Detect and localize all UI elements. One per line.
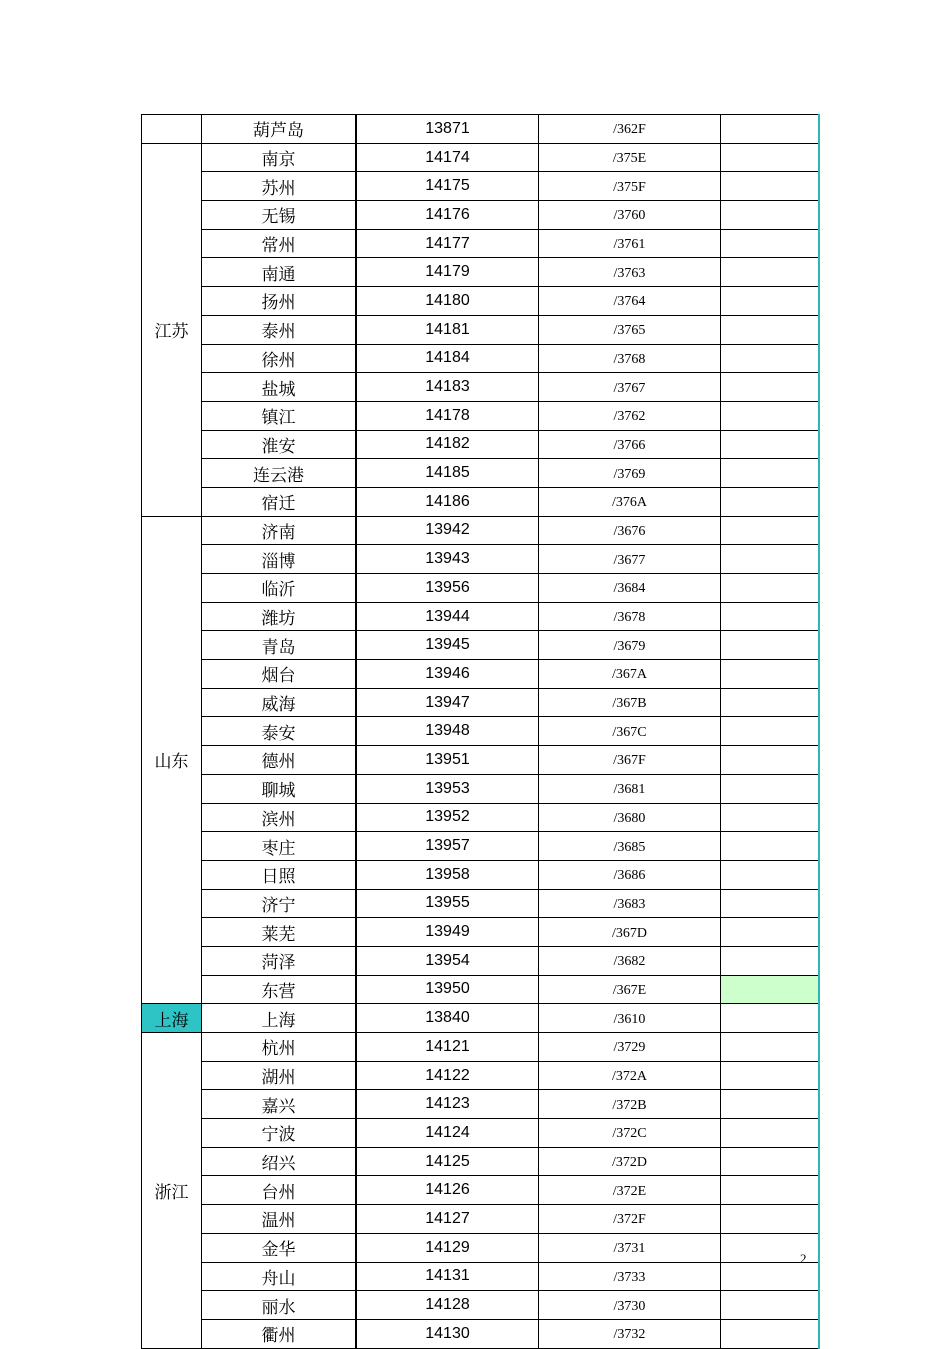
city-cell: 济南 xyxy=(202,516,357,545)
empty-cell xyxy=(721,803,820,832)
table-row xyxy=(142,717,820,746)
table-row xyxy=(142,287,820,316)
empty-cell xyxy=(721,401,820,430)
table-row xyxy=(142,459,820,488)
number-cell: 13942 xyxy=(356,516,539,545)
table-row xyxy=(142,115,820,144)
city-cell: 杭州 xyxy=(202,1033,357,1062)
number-cell: 14130 xyxy=(356,1319,539,1348)
table-row xyxy=(142,1004,820,1033)
code-cell: /372B xyxy=(539,1090,721,1119)
city-cell: 宿迁 xyxy=(202,487,357,516)
city-cell: 东营 xyxy=(202,975,357,1004)
table-row xyxy=(142,1090,820,1119)
empty-cell xyxy=(721,344,820,373)
empty-cell xyxy=(721,688,820,717)
number-cell: 14124 xyxy=(356,1119,539,1148)
city-cell: 烟台 xyxy=(202,660,357,689)
table-row xyxy=(142,660,820,689)
empty-cell xyxy=(721,975,820,1004)
number-cell: 14183 xyxy=(356,373,539,402)
page-number: 2 xyxy=(800,1251,807,1266)
table-row xyxy=(142,487,820,516)
table-row xyxy=(142,344,820,373)
city-cell: 镇江 xyxy=(202,401,357,430)
code-cell: /3682 xyxy=(539,946,721,975)
number-cell: 14182 xyxy=(356,430,539,459)
number-cell: 14184 xyxy=(356,344,539,373)
city-cell: 湖州 xyxy=(202,1061,357,1090)
table-row xyxy=(142,803,820,832)
city-cell: 温州 xyxy=(202,1205,357,1234)
city-cell: 扬州 xyxy=(202,287,357,316)
number-cell: 14185 xyxy=(356,459,539,488)
city-cell: 淄博 xyxy=(202,545,357,574)
code-cell: /3683 xyxy=(539,889,721,918)
city-cell: 泰安 xyxy=(202,717,357,746)
table-row xyxy=(142,1233,820,1262)
code-cell: /3766 xyxy=(539,430,721,459)
city-cell: 济宁 xyxy=(202,889,357,918)
code-cell: /3762 xyxy=(539,401,721,430)
table-row xyxy=(142,574,820,603)
code-cell: /3678 xyxy=(539,602,721,631)
table-row xyxy=(142,1205,820,1234)
number-cell: 14125 xyxy=(356,1147,539,1176)
code-cell: /3685 xyxy=(539,832,721,861)
table-row xyxy=(142,315,820,344)
city-cell: 南通 xyxy=(202,258,357,287)
city-cell: 枣庄 xyxy=(202,832,357,861)
number-cell: 14126 xyxy=(356,1176,539,1205)
number-cell: 14131 xyxy=(356,1262,539,1291)
number-cell: 13945 xyxy=(356,631,539,660)
empty-cell xyxy=(721,631,820,660)
city-cell: 嘉兴 xyxy=(202,1090,357,1119)
code-cell: /367D xyxy=(539,918,721,947)
number-cell: 14175 xyxy=(356,172,539,201)
empty-cell xyxy=(721,1004,820,1033)
table-row xyxy=(142,201,820,230)
table-row xyxy=(142,229,820,258)
empty-cell xyxy=(721,832,820,861)
number-cell: 13946 xyxy=(356,660,539,689)
table-row xyxy=(142,172,820,201)
table-row xyxy=(142,1061,820,1090)
number-cell: 13943 xyxy=(356,545,539,574)
number-cell: 13955 xyxy=(356,889,539,918)
empty-cell xyxy=(721,430,820,459)
table-row xyxy=(142,631,820,660)
empty-cell xyxy=(721,746,820,775)
empty-cell xyxy=(721,172,820,201)
code-cell: /3684 xyxy=(539,574,721,603)
city-cell: 泰州 xyxy=(202,315,357,344)
city-cell: 徐州 xyxy=(202,344,357,373)
city-cell: 莱芜 xyxy=(202,918,357,947)
empty-cell xyxy=(721,1205,820,1234)
code-cell: /372A xyxy=(539,1061,721,1090)
table-row xyxy=(142,430,820,459)
number-cell: 13953 xyxy=(356,774,539,803)
number-cell: 14174 xyxy=(356,143,539,172)
table-row xyxy=(142,602,820,631)
city-cell: 威海 xyxy=(202,688,357,717)
number-cell: 14176 xyxy=(356,201,539,230)
number-cell: 14128 xyxy=(356,1291,539,1320)
empty-cell xyxy=(721,602,820,631)
table-row xyxy=(142,373,820,402)
code-cell: /376A xyxy=(539,487,721,516)
code-cell: /367B xyxy=(539,688,721,717)
city-cell: 淮安 xyxy=(202,430,357,459)
table-row xyxy=(142,860,820,889)
code-cell: /3677 xyxy=(539,545,721,574)
empty-cell xyxy=(721,774,820,803)
code-cell: /367E xyxy=(539,975,721,1004)
city-cell: 菏泽 xyxy=(202,946,357,975)
number-cell: 13948 xyxy=(356,717,539,746)
city-cell: 南京 xyxy=(202,143,357,172)
number-cell: 14180 xyxy=(356,287,539,316)
code-cell: /367C xyxy=(539,717,721,746)
empty-cell xyxy=(721,516,820,545)
number-cell: 13958 xyxy=(356,860,539,889)
table-row xyxy=(142,401,820,430)
province-cell: 上海 xyxy=(142,1004,202,1033)
table-row xyxy=(142,143,820,172)
number-cell: 14181 xyxy=(356,315,539,344)
city-cell: 常州 xyxy=(202,229,357,258)
city-cell: 聊城 xyxy=(202,774,357,803)
city-cell: 青岛 xyxy=(202,631,357,660)
code-cell: /3764 xyxy=(539,287,721,316)
table-row xyxy=(142,774,820,803)
table-row xyxy=(142,1291,820,1320)
code-cell: /3679 xyxy=(539,631,721,660)
empty-cell xyxy=(721,574,820,603)
empty-cell xyxy=(721,1291,820,1320)
city-code-table xyxy=(141,114,820,1349)
table-row xyxy=(142,1033,820,1062)
number-cell: 13954 xyxy=(356,946,539,975)
city-cell: 衢州 xyxy=(202,1319,357,1348)
number-cell: 14122 xyxy=(356,1061,539,1090)
code-cell: /3730 xyxy=(539,1291,721,1320)
empty-cell xyxy=(721,459,820,488)
number-cell: 13871 xyxy=(356,115,539,144)
empty-cell xyxy=(721,889,820,918)
empty-cell xyxy=(721,115,820,144)
empty-cell xyxy=(721,258,820,287)
number-cell: 14179 xyxy=(356,258,539,287)
code-cell: /3676 xyxy=(539,516,721,545)
number-cell: 13944 xyxy=(356,602,539,631)
table-row xyxy=(142,545,820,574)
code-cell: /367F xyxy=(539,746,721,775)
empty-cell xyxy=(721,946,820,975)
empty-cell xyxy=(721,143,820,172)
city-cell: 绍兴 xyxy=(202,1147,357,1176)
code-cell: /3686 xyxy=(539,860,721,889)
table-row xyxy=(142,1119,820,1148)
number-cell: 14121 xyxy=(356,1033,539,1062)
empty-cell xyxy=(721,660,820,689)
number-cell: 13956 xyxy=(356,574,539,603)
city-cell: 临沂 xyxy=(202,574,357,603)
city-cell: 舟山 xyxy=(202,1262,357,1291)
code-cell: /372C xyxy=(539,1119,721,1148)
number-cell: 14177 xyxy=(356,229,539,258)
code-cell: /3729 xyxy=(539,1033,721,1062)
number-cell: 13957 xyxy=(356,832,539,861)
table-row xyxy=(142,946,820,975)
code-cell: /3680 xyxy=(539,803,721,832)
code-cell: /372D xyxy=(539,1147,721,1176)
code-cell: /3768 xyxy=(539,344,721,373)
code-cell: /3769 xyxy=(539,459,721,488)
table-row xyxy=(142,918,820,947)
empty-cell xyxy=(721,1090,820,1119)
empty-cell xyxy=(721,287,820,316)
empty-cell xyxy=(721,487,820,516)
code-cell: /375F xyxy=(539,172,721,201)
table-row xyxy=(142,889,820,918)
table-row xyxy=(142,746,820,775)
code-cell: /3761 xyxy=(539,229,721,258)
code-cell: /3763 xyxy=(539,258,721,287)
city-cell: 无锡 xyxy=(202,201,357,230)
empty-cell xyxy=(721,860,820,889)
code-cell: /367A xyxy=(539,660,721,689)
code-cell: /362F xyxy=(539,115,721,144)
number-cell: 13952 xyxy=(356,803,539,832)
empty-cell xyxy=(721,1033,820,1062)
empty-cell xyxy=(721,717,820,746)
table-row xyxy=(142,688,820,717)
empty-cell xyxy=(721,1119,820,1148)
number-cell: 14129 xyxy=(356,1233,539,1262)
table-row xyxy=(142,1176,820,1205)
city-cell: 苏州 xyxy=(202,172,357,201)
number-cell: 13949 xyxy=(356,918,539,947)
code-cell: /375E xyxy=(539,143,721,172)
code-cell: /3767 xyxy=(539,373,721,402)
province-cell xyxy=(142,115,202,144)
number-cell: 13951 xyxy=(356,746,539,775)
empty-cell xyxy=(721,918,820,947)
code-cell: /3681 xyxy=(539,774,721,803)
province-cell: 山东 xyxy=(142,516,202,1004)
empty-cell xyxy=(721,315,820,344)
number-cell: 13947 xyxy=(356,688,539,717)
table-row xyxy=(142,258,820,287)
city-cell: 潍坊 xyxy=(202,602,357,631)
code-cell: /3732 xyxy=(539,1319,721,1348)
code-cell: /372E xyxy=(539,1176,721,1205)
code-cell: /372F xyxy=(539,1205,721,1234)
province-cell: 浙江 xyxy=(142,1033,202,1349)
number-cell: 14127 xyxy=(356,1205,539,1234)
city-cell: 滨州 xyxy=(202,803,357,832)
city-cell: 上海 xyxy=(202,1004,357,1033)
code-cell: /3760 xyxy=(539,201,721,230)
number-cell: 13840 xyxy=(356,1004,539,1033)
province-cell: 江苏 xyxy=(142,143,202,516)
city-cell: 连云港 xyxy=(202,459,357,488)
city-cell: 葫芦岛 xyxy=(202,115,357,144)
city-cell: 金华 xyxy=(202,1233,357,1262)
empty-cell xyxy=(721,1176,820,1205)
table-row xyxy=(142,832,820,861)
table-row xyxy=(142,1147,820,1176)
empty-cell xyxy=(721,1061,820,1090)
empty-cell xyxy=(721,1147,820,1176)
city-cell: 日照 xyxy=(202,860,357,889)
city-cell: 盐城 xyxy=(202,373,357,402)
city-cell: 宁波 xyxy=(202,1119,357,1148)
table-row xyxy=(142,975,820,1004)
empty-cell xyxy=(721,545,820,574)
city-cell: 德州 xyxy=(202,746,357,775)
table-body xyxy=(142,115,820,1349)
city-cell: 丽水 xyxy=(202,1291,357,1320)
code-cell: /3610 xyxy=(539,1004,721,1033)
code-cell: /3733 xyxy=(539,1262,721,1291)
empty-cell xyxy=(721,373,820,402)
empty-cell xyxy=(721,201,820,230)
empty-cell xyxy=(721,229,820,258)
table-row xyxy=(142,516,820,545)
number-cell: 13950 xyxy=(356,975,539,1004)
number-cell: 14123 xyxy=(356,1090,539,1119)
code-cell: /3765 xyxy=(539,315,721,344)
table-row xyxy=(142,1262,820,1291)
number-cell: 14178 xyxy=(356,401,539,430)
number-cell: 14186 xyxy=(356,487,539,516)
code-cell: /3731 xyxy=(539,1233,721,1262)
city-cell: 台州 xyxy=(202,1176,357,1205)
